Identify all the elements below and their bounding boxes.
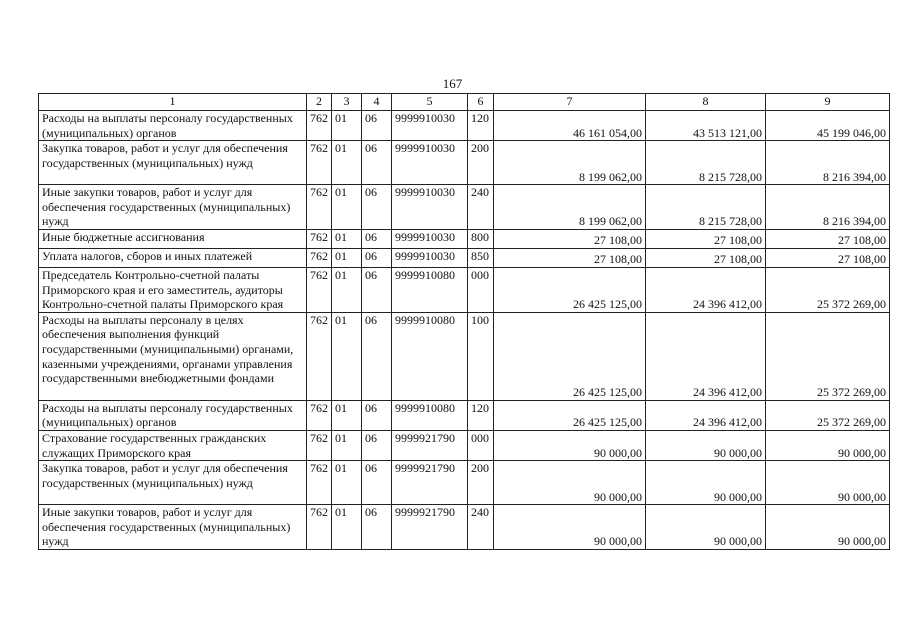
value-9: 45 199 046,00 — [766, 111, 890, 141]
header-cell: 5 — [392, 94, 468, 111]
code-5: 9999910030 — [392, 141, 468, 185]
value-9: 25 372 269,00 — [766, 267, 890, 312]
header-cell: 6 — [468, 94, 494, 111]
value-7: 8 199 062,00 — [494, 141, 646, 185]
code-5: 9999910030 — [392, 229, 468, 248]
code-6: 850 — [468, 248, 494, 267]
code-5: 9999921790 — [392, 505, 468, 550]
table-row — [39, 505, 890, 550]
row-name: Иные закупки товаров, работ и услуг для обеспечения государственных (муниципальных) нужд — [39, 185, 307, 230]
row-name: Иные закупки товаров, работ и услуг для обеспечения государственных (муниципальных) нужд — [39, 505, 307, 550]
code-5: 9999910080 — [392, 312, 468, 400]
code-6: 120 — [468, 111, 494, 141]
table-row — [39, 111, 890, 141]
code-2: 762 — [307, 400, 332, 430]
value-7: 90 000,00 — [494, 430, 646, 460]
code-4: 06 — [362, 141, 392, 185]
code-2: 762 — [307, 229, 332, 248]
page-number: 167 — [442, 76, 463, 91]
code-6: 000 — [468, 267, 494, 312]
code-4: 06 — [362, 430, 392, 460]
code-6: 100 — [468, 312, 494, 400]
header-cell: 3 — [332, 94, 362, 111]
row-name: Закупка товаров, работ и услуг для обеспечения государственных (муниципальных) нужд — [39, 141, 307, 185]
code-5: 9999910030 — [392, 185, 468, 230]
value-7: 27 108,00 — [494, 229, 646, 248]
value-8: 43 513 121,00 — [646, 111, 766, 141]
table-row — [39, 267, 890, 312]
table-row — [39, 312, 890, 400]
code-6: 240 — [468, 505, 494, 550]
value-9: 90 000,00 — [766, 430, 890, 460]
code-4: 06 — [362, 248, 392, 267]
code-2: 762 — [307, 430, 332, 460]
table-row — [39, 185, 890, 230]
code-3: 01 — [332, 430, 362, 460]
value-9: 90 000,00 — [766, 461, 890, 505]
code-2: 762 — [307, 185, 332, 230]
value-9: 27 108,00 — [766, 248, 890, 267]
code-2: 762 — [307, 505, 332, 550]
table-row — [39, 248, 890, 267]
budget-table — [38, 93, 890, 550]
code-6: 240 — [468, 185, 494, 230]
table-row — [39, 400, 890, 430]
code-3: 01 — [332, 229, 362, 248]
table-row — [39, 430, 890, 460]
code-6: 800 — [468, 229, 494, 248]
value-9: 8 216 394,00 — [766, 141, 890, 185]
value-8: 8 215 728,00 — [646, 141, 766, 185]
code-5: 9999910030 — [392, 248, 468, 267]
code-3: 01 — [332, 461, 362, 505]
code-4: 06 — [362, 400, 392, 430]
table-row — [39, 141, 890, 185]
value-9: 90 000,00 — [766, 505, 890, 550]
value-7: 26 425 125,00 — [494, 312, 646, 400]
value-8: 90 000,00 — [646, 430, 766, 460]
value-7: 90 000,00 — [494, 505, 646, 550]
code-5: 9999910080 — [392, 267, 468, 312]
code-2: 762 — [307, 267, 332, 312]
header-cell: 4 — [362, 94, 392, 111]
row-name: Расходы на выплаты персоналу в целях обеспечения выполнения функций государственными (муниципальными) органами, казенными учреждениями, органами управления государственными внебюджетными фондами — [39, 312, 307, 400]
row-name: Расходы на выплаты персоналу государственных (муниципальных) органов — [39, 111, 307, 141]
code-4: 06 — [362, 267, 392, 312]
code-2: 762 — [307, 312, 332, 400]
value-8: 90 000,00 — [646, 505, 766, 550]
value-7: 46 161 054,00 — [494, 111, 646, 141]
value-8: 24 396 412,00 — [646, 267, 766, 312]
code-6: 120 — [468, 400, 494, 430]
code-2: 762 — [307, 141, 332, 185]
row-name: Страхование государственных гражданских служащих Приморского края — [39, 430, 307, 460]
table-row — [39, 461, 890, 505]
value-7: 26 425 125,00 — [494, 267, 646, 312]
value-9: 8 216 394,00 — [766, 185, 890, 230]
header-cell: 1 — [39, 94, 307, 111]
row-name: Закупка товаров, работ и услуг для обеспечения государственных (муниципальных) нужд — [39, 461, 307, 505]
code-3: 01 — [332, 185, 362, 230]
code-5: 9999921790 — [392, 461, 468, 505]
value-7: 8 199 062,00 — [494, 185, 646, 230]
row-name: Уплата налогов, сборов и иных платежей — [39, 248, 307, 267]
code-6: 000 — [468, 430, 494, 460]
code-5: 9999910030 — [392, 111, 468, 141]
code-3: 01 — [332, 312, 362, 400]
header-cell: 2 — [307, 94, 332, 111]
code-4: 06 — [362, 111, 392, 141]
code-2: 762 — [307, 111, 332, 141]
value-8: 90 000,00 — [646, 461, 766, 505]
value-9: 27 108,00 — [766, 229, 890, 248]
code-4: 06 — [362, 461, 392, 505]
code-5: 9999921790 — [392, 430, 468, 460]
value-8: 27 108,00 — [646, 229, 766, 248]
code-3: 01 — [332, 248, 362, 267]
code-2: 762 — [307, 461, 332, 505]
row-name: Расходы на выплаты персоналу государственных (муниципальных) органов — [39, 400, 307, 430]
code-3: 01 — [332, 400, 362, 430]
code-4: 06 — [362, 229, 392, 248]
code-5: 9999910080 — [392, 400, 468, 430]
value-7: 90 000,00 — [494, 461, 646, 505]
value-9: 25 372 269,00 — [766, 400, 890, 430]
row-name: Иные бюджетные ассигнования — [39, 229, 307, 248]
value-8: 24 396 412,00 — [646, 400, 766, 430]
code-4: 06 — [362, 185, 392, 230]
header-cell: 7 — [494, 94, 646, 111]
code-6: 200 — [468, 141, 494, 185]
value-8: 27 108,00 — [646, 248, 766, 267]
header-cell: 9 — [766, 94, 890, 111]
code-3: 01 — [332, 267, 362, 312]
header-cell: 8 — [646, 94, 766, 111]
code-3: 01 — [332, 111, 362, 141]
row-name: Председатель Контрольно-счетной палаты Приморского края и его заместитель, аудиторы Контрольно-счетной палаты Приморского края — [39, 267, 307, 312]
code-4: 06 — [362, 312, 392, 400]
value-9: 25 372 269,00 — [766, 312, 890, 400]
value-7: 26 425 125,00 — [494, 400, 646, 430]
code-3: 01 — [332, 505, 362, 550]
value-8: 24 396 412,00 — [646, 312, 766, 400]
value-8: 8 215 728,00 — [646, 185, 766, 230]
code-3: 01 — [332, 141, 362, 185]
code-2: 762 — [307, 248, 332, 267]
code-4: 06 — [362, 505, 392, 550]
code-6: 200 — [468, 461, 494, 505]
table-row — [39, 229, 890, 248]
value-7: 27 108,00 — [494, 248, 646, 267]
header-row — [39, 94, 890, 111]
